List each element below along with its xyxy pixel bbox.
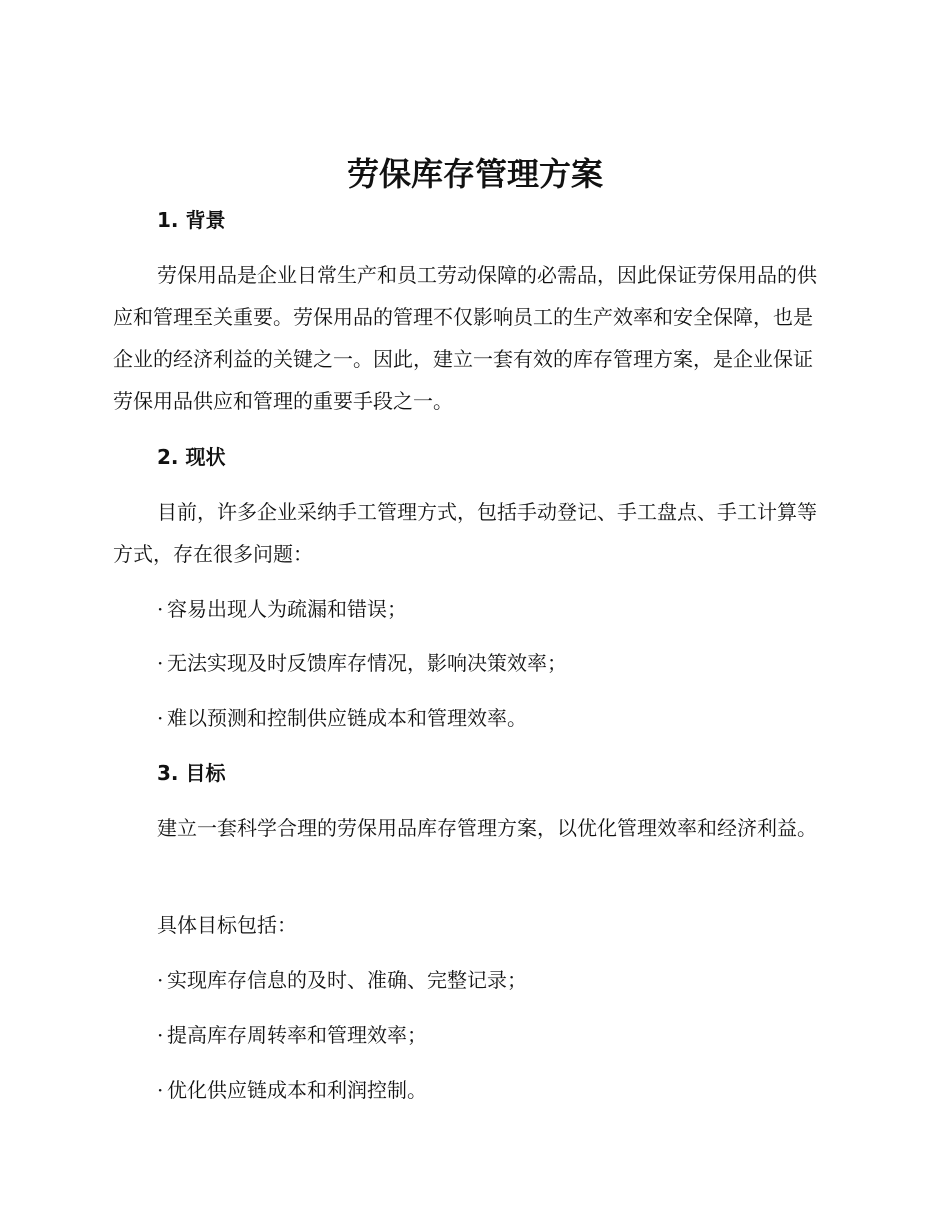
list-item — [157, 703, 527, 733]
list-item — [157, 1075, 427, 1105]
list-item — [157, 965, 527, 995]
bullet-icon: · — [157, 968, 164, 992]
goals-paragraph: 建立一套科学合理的劳保用品库存管理方案，以优化管理效率和经济利益。 — [157, 816, 817, 840]
list-item-text: 提高库存周转率和管理效率； — [167, 1023, 427, 1047]
bullet-icon: · — [157, 597, 164, 621]
list-item — [157, 648, 567, 678]
background-paragraph: 劳保用品是企业日常生产和员工劳动保障的必需品，因此保证劳保用品的供应和管理至关重要。劳保用品的管理不仅影响员工的生产效率和安全保障，也是企业的经济利益的关键之一。因此，建立一套有效的库存管理方案，是企业保证劳保用品供应和管理的重要手段之一。 — [113, 263, 817, 413]
list-item — [157, 1020, 427, 1050]
list-item-text: 实现库存信息的及时、准确、完整记录； — [167, 968, 527, 992]
bullet-icon: · — [157, 651, 164, 675]
goals-subheading: 具体目标包括： — [157, 913, 297, 937]
section-heading-status: 2. 现状 — [157, 445, 226, 469]
section-heading-goals: 3. 目标 — [157, 761, 226, 785]
list-item-text: 无法实现及时反馈库存情况，影响决策效率； — [167, 651, 567, 675]
bullet-icon: · — [157, 1078, 164, 1102]
status-paragraph: 目前，许多企业采纳手工管理方式，包括手动登记、手工盘点、手工计算等方式，存在很多问题： — [113, 500, 817, 566]
document-title: 劳保库存管理方案 — [346, 155, 603, 193]
section-heading-background: 1. 背景 — [157, 208, 226, 232]
list-item — [157, 594, 407, 624]
list-item-text: 优化供应链成本和利润控制。 — [167, 1078, 427, 1102]
list-item-text: 难以预测和控制供应链成本和管理效率。 — [167, 706, 527, 730]
list-item-text: 容易出现人为疏漏和错误； — [167, 597, 407, 621]
bullet-icon: · — [157, 1023, 164, 1047]
bullet-icon: · — [157, 706, 164, 730]
